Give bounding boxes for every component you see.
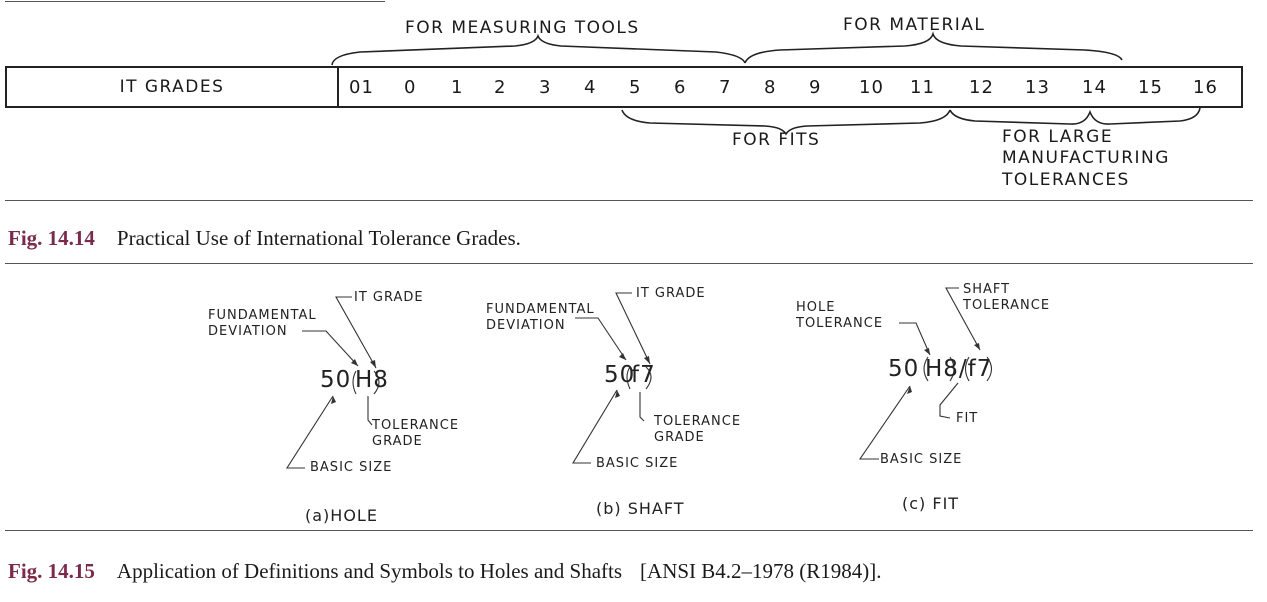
grade-11: 11 — [910, 77, 935, 98]
shaft-tol-grade-label-1: TOLERANCE — [654, 414, 742, 429]
grade-12: 12 — [969, 77, 994, 98]
shaft-it-grade-label: IT GRADE — [636, 286, 706, 301]
arrowhead-shaft-fund-dev — [619, 353, 626, 360]
hole-basic-size-label: BASIC SIZE — [310, 460, 393, 475]
caption-fig-14-15-number: Fig. 14.15 — [8, 559, 95, 583]
hole-fund-dev-label-1: FUNDAMENTAL — [208, 308, 317, 323]
hole-it-grade-label: IT GRADE — [354, 290, 424, 305]
grade-5: 5 — [629, 77, 642, 98]
hole-sublabel: (a)HOLE — [305, 506, 378, 525]
grade-7: 7 — [719, 77, 732, 98]
grade-14: 14 — [1082, 77, 1107, 98]
shaft-fund-dev-label-2: DEVIATION — [486, 318, 566, 333]
shaft-fund-dev-label-1: FUNDAMENTAL — [486, 302, 595, 317]
fit-base-size: 50 — [888, 356, 920, 382]
shaft-tol-grade-label-2: GRADE — [654, 430, 705, 445]
caption-fig-14-15 — [8, 559, 882, 584]
shaft-basic-size-label: BASIC SIZE — [596, 456, 679, 471]
brace-label-fits: FOR FITS — [732, 130, 821, 150]
grade-9: 9 — [809, 77, 822, 98]
grade-4: 4 — [584, 77, 597, 98]
grade-10: 10 — [859, 77, 884, 98]
caption-fig-14-15-text: Application of Definitions and Symbols to Holes and Shafts — [116, 559, 623, 583]
caption-fig-14-14-number: Fig. 14.14 — [8, 226, 95, 250]
grade-13: 13 — [1025, 77, 1050, 98]
fit-basic-size-label: BASIC SIZE — [880, 452, 963, 467]
grade-15: 15 — [1138, 77, 1163, 98]
leader-hole-fund-dev — [302, 331, 358, 366]
shaft-base-size: 50 — [604, 362, 636, 388]
fit-shaft-tol-label-2: TOLERANCE — [963, 298, 1051, 313]
brace-large-tolerances — [950, 108, 1200, 124]
brace-label-large-1: FOR LARGE — [1002, 127, 1114, 147]
grade-8: 8 — [764, 77, 777, 98]
brace-fits — [622, 110, 950, 134]
leader-shaft-basic-size — [573, 390, 617, 463]
hole-tolerance-symbol: H8 — [355, 367, 389, 393]
grade-6: 6 — [674, 77, 687, 98]
shaft-tolerance-symbol: f7 — [631, 362, 656, 388]
it-grades-label: IT GRADES — [119, 77, 225, 97]
hole-tol-grade-label-1: TOLERANCE — [372, 418, 460, 433]
hole-fund-dev-label-2: DEVIATION — [208, 324, 288, 339]
brace-measuring-tools — [332, 36, 745, 65]
leader-shaft-fund-dev — [575, 318, 626, 360]
grade-1: 1 — [451, 77, 464, 98]
leader-hole-it-grade — [336, 297, 376, 368]
brace-label-large-3: TOLERANCES — [1002, 170, 1130, 190]
arrowhead-fit-hole-tol — [924, 348, 930, 355]
brace-label-large-2: MANUFACTURING — [1002, 148, 1170, 168]
leader-hole-basic-size — [287, 396, 333, 468]
grade-2: 2 — [494, 77, 507, 98]
brace-label-material: FOR MATERIAL — [843, 15, 986, 35]
grade-16: 16 — [1193, 77, 1218, 98]
caption-fig-14-15-reference: [ANSI B4.2–1978 (R1984)]. — [640, 559, 882, 583]
grade-3: 3 — [539, 77, 552, 98]
brace-material — [745, 34, 1122, 63]
fit-hole-tol-label-2: TOLERANCE — [796, 316, 884, 331]
shaft-sublabel: (b) SHAFT — [596, 499, 685, 518]
caption-fig-14-14-text: Practical Use of International Tolerance Grades. — [116, 226, 521, 250]
hole-tol-grade-label-2: GRADE — [372, 434, 423, 449]
hole-base-size: 50 — [320, 367, 352, 393]
fit-tolerance-symbol: H8/f7 — [925, 356, 993, 382]
leader-shaft-tol-grade — [640, 392, 644, 421]
brace-label-measuring-tools: FOR MEASURING TOOLS — [405, 18, 640, 38]
leader-fit-basic-size — [860, 386, 910, 459]
fit-fit-label: FIT — [956, 411, 979, 426]
fit-hole-tol-label-1: HOLE — [796, 300, 836, 315]
arrowhead-fit-shaft-tol — [974, 343, 980, 350]
fit-shaft-tol-label-1: SHAFT — [963, 282, 1011, 297]
grade-0: 0 — [404, 77, 417, 98]
grade-01: 01 — [349, 77, 374, 98]
fit-sublabel: (c) FIT — [902, 494, 960, 513]
